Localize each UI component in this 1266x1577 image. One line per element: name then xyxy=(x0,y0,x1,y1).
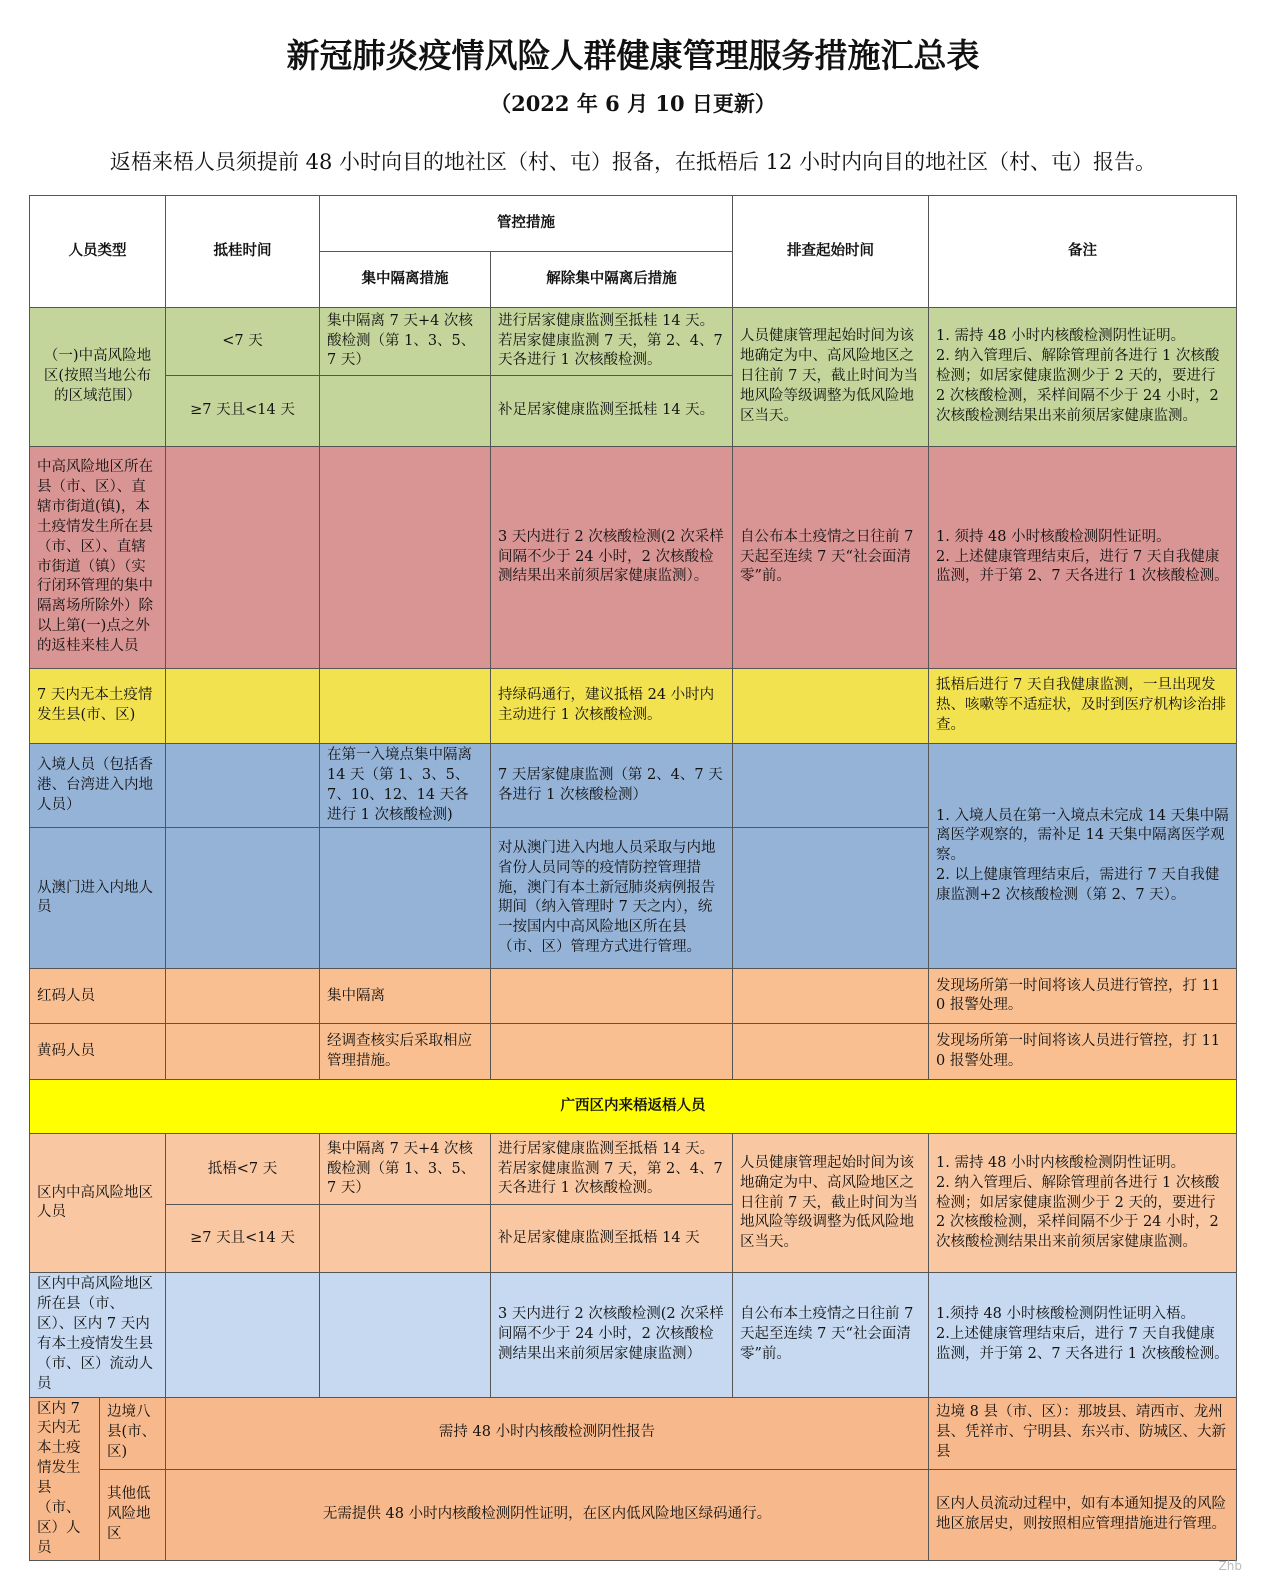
s6-note: 发现场所第一时间将该人员进行管控，打 110 报警处理。 xyxy=(929,1024,1237,1080)
s5-central: 集中隔离 xyxy=(320,969,491,1024)
s9-note-other: 区内人员流动过程中，如有本通知提及的风险地区旅居史，则按照相应管理措施进行管理。 xyxy=(929,1469,1237,1561)
s7-note: 1. 需持 48 小时内核酸检测阴性证明。 2. 纳入管理后、解除管理前各进行 1 次核酸检测；如居家健康监测少于 2 天的，要进行 2 次核酸检测，采样间隔不少于 24 小时，2 次核酸检测结果出来前须居家健康监测。 xyxy=(929,1134,1237,1273)
s4-after-2: 对从澳门进入内地人员采取与内地省份人员同等的疫情防控管理措施，澳门有本土新冠肺炎病例报告期间（纳入管理时 7 天之内），统一按国内中高风险地区所在县（市、区）管理方式进行管理。 xyxy=(491,828,733,969)
s1-note: 1. 需持 48 小时内核酸检测阴性证明。 2. 纳入管理后、解除管理前各进行 1 次核酸检测；如居家健康监测少于 2 天的，要进行 2 次核酸检测，采样间隔不少于 24 小时，2 次核酸检测结果出来前须居家健康监测。 xyxy=(929,308,1237,447)
s9-measure-other: 无需提供 48 小时内核酸检测阴性证明，在区内低风险地区绿码通行。 xyxy=(166,1469,929,1561)
s9-sub-other: 其他低风险地区 xyxy=(100,1469,166,1561)
s4-note: 1. 入境人员在第一入境点未完成 14 天集中隔离医学观察的，需补足 14 天集中隔离医学观察。 2. 以上健康管理结束后，需进行 7 天自我健康监测+2 次核酸检测（第 2、7 天）。 xyxy=(929,744,1237,969)
s6-start xyxy=(733,1024,929,1080)
s9-sub-border: 边境八县(市、区) xyxy=(100,1397,166,1469)
s8-arrival xyxy=(166,1273,320,1397)
s8-after: 3 天内进行 2 次核酸检测(2 次采样间隔不少于 24 小时，2 次核酸检测结果出来前须居家健康监测） xyxy=(491,1273,733,1397)
s1-after-2: 补足居家健康监测至抵桂 14 天。 xyxy=(491,376,733,447)
s2-start: 自公布本土疫情之日往前 7 天起至连续 7 天“社会面清零”前。 xyxy=(733,447,929,669)
s4-start-1 xyxy=(733,744,929,828)
s3-note: 抵梧后进行 7 天自我健康监测，一旦出现发热、咳嗽等不适症状，及时到医疗机构诊治排查。 xyxy=(929,669,1237,744)
s6-after xyxy=(491,1024,733,1080)
s9-note-border: 边境 8 县（市、区）：那坡县、靖西市、龙州县、凭祥市、宁明县、东兴市、防城区、大新县 xyxy=(929,1397,1237,1469)
s3-start xyxy=(733,669,929,744)
header-after: 解除集中隔离后措施 xyxy=(491,252,733,308)
s7-after-1: 进行居家健康监测至抵梧 14 天。若居家健康监测 7 天，第 2、4、7 天各进行 1 次核酸检测。 xyxy=(491,1134,733,1205)
s3-arrival xyxy=(166,669,320,744)
s2-type: 中高风险地区所在县（市、区）、直辖市街道(镇)，本土疫情发生所在县（市、区）、直辖市街道（镇）（实行闭环管理的集中隔离场所除外）除以上第(一)点之外的返桂来桂人员 xyxy=(30,447,166,669)
header-type: 人员类型 xyxy=(30,196,166,308)
s8-central xyxy=(320,1273,491,1397)
s5-arrival xyxy=(166,969,320,1024)
s7-start: 人员健康管理起始时间为该地确定为中、高风险地区之日往前 7 天，截止时间为当地风险等级调整为低风险地区当天。 xyxy=(733,1134,929,1273)
s2-note: 1. 须持 48 小时核酸检测阴性证明。 2. 上述健康管理结束后，进行 7 天自我健康监测，并于第 2、7 天各进行 1 次核酸检测。 xyxy=(929,447,1237,669)
s4-arrival-1 xyxy=(166,744,320,828)
s9-group: 区内 7 天内无本土疫情发生县（市、区）人员 xyxy=(30,1397,100,1561)
s7-central-1: 集中隔离 7 天+4 次核酸检测（第 1、3、5、7 天） xyxy=(320,1134,491,1205)
section-band: 广西区内来梧返梧人员 xyxy=(30,1080,1237,1134)
s3-type: 7 天内无本土疫情发生县(市、区) xyxy=(30,669,166,744)
measures-table xyxy=(29,195,1237,1561)
s6-arrival xyxy=(166,1024,320,1080)
s8-note: 1.须持 48 小时核酸检测阴性证明入梧。 2.上述健康管理结束后，进行 7 天自我健康监测，并于第 2、7 天各进行 1 次核酸检测。 xyxy=(929,1273,1237,1397)
watermark: Zhb xyxy=(1218,1559,1242,1573)
s4-type-macau: 从澳门进入内地人员 xyxy=(30,828,166,969)
s6-central: 经调查核实后采取相应管理措施。 xyxy=(320,1024,491,1080)
s4-central-2 xyxy=(320,828,491,969)
s5-note: 发现场所第一时间将该人员进行管控，打 110 报警处理。 xyxy=(929,969,1237,1024)
s8-start: 自公布本土疫情之日往前 7 天起至连续 7 天“社会面清零”前。 xyxy=(733,1273,929,1397)
s1-central-1: 集中隔离 7 天+4 次核酸检测（第 1、3、5、7 天） xyxy=(320,308,491,376)
header-start: 排查起始时间 xyxy=(733,196,929,308)
s4-arrival-2 xyxy=(166,828,320,969)
s1-arrival-1: <7 天 xyxy=(166,308,320,376)
header-note: 备注 xyxy=(929,196,1237,308)
s7-type: 区内中高风险地区人员 xyxy=(30,1134,166,1273)
s4-central-1: 在第一入境点集中隔离 14 天（第 1、3、5、7、10、12、14 天各进行 1 次核酸检测) xyxy=(320,744,491,828)
s4-after-1: 7 天居家健康监测（第 2、4、7 天各进行 1 次核酸检测） xyxy=(491,744,733,828)
update-date: （2022 年 6 月 10 日更新） xyxy=(490,91,776,116)
header-control: 管控措施 xyxy=(320,196,733,252)
s7-after-2: 补足居家健康监测至抵梧 14 天 xyxy=(491,1205,733,1273)
s8-type: 区内中高风险地区所在县（市、区）、区内 7 天内有本土疫情发生县（市、区）流动人员 xyxy=(30,1273,166,1397)
header-central: 集中隔离措施 xyxy=(320,252,491,308)
header-arrival: 抵桂时间 xyxy=(166,196,320,308)
s2-central xyxy=(320,447,491,669)
s5-type: 红码人员 xyxy=(30,969,166,1024)
s1-start: 人员健康管理起始时间为该地确定为中、高风险地区之日往前 7 天，截止时间为当地风险等级调整为低风险地区当天。 xyxy=(733,308,929,447)
s3-after: 持绿码通行，建议抵梧 24 小时内主动进行 1 次核酸检测。 xyxy=(491,669,733,744)
s2-arrival xyxy=(166,447,320,669)
s5-after xyxy=(491,969,733,1024)
s7-arrival-2: ≥7 天且<14 天 xyxy=(166,1205,320,1273)
s4-start-2 xyxy=(733,828,929,969)
s4-type-entry: 入境人员（包括香港、台湾进入内地人员） xyxy=(30,744,166,828)
s1-after-1: 进行居家健康监测至抵桂 14 天。若居家健康监测 7 天，第 2、4、7 天各进行 1 次核酸检测。 xyxy=(491,308,733,376)
s1-central-2 xyxy=(320,376,491,447)
page-title: 新冠肺炎疫情风险人群健康管理服务措施汇总表 xyxy=(286,36,980,75)
s9-measure-border: 需持 48 小时内核酸检测阴性报告 xyxy=(166,1397,929,1469)
s7-central-2 xyxy=(320,1205,491,1273)
report-notice: 返梧来梧人员须提前 48 小时向目的地社区（村、屯）报备，在抵梧后 12 小时内向目的地社区（村、屯）报告。 xyxy=(109,150,1157,174)
s6-type: 黄码人员 xyxy=(30,1024,166,1080)
s1-type: （一)中高风险地区(按照当地公布的区域范围） xyxy=(30,308,166,447)
s1-arrival-2: ≥7 天且<14 天 xyxy=(166,376,320,447)
s7-arrival-1: 抵梧<7 天 xyxy=(166,1134,320,1205)
s3-central xyxy=(320,669,491,744)
s2-after: 3 天内进行 2 次核酸检测(2 次采样间隔不少于 24 小时，2 次核酸检测结果出来前须居家健康监测）。 xyxy=(491,447,733,669)
s5-start xyxy=(733,969,929,1024)
